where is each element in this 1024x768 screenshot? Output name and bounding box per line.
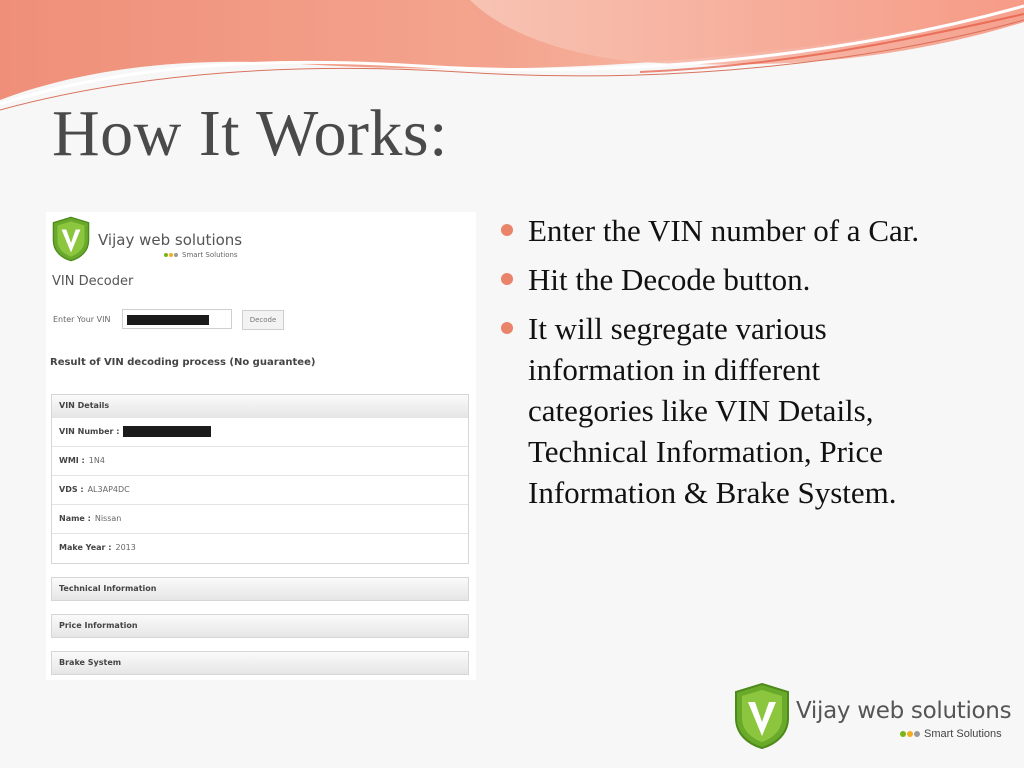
bullet-text: Enter the VIN number of a Car.: [528, 213, 920, 248]
vin-decoder-screenshot: [46, 212, 476, 680]
bullet-item: [500, 259, 940, 300]
v-shield-logo-icon: [732, 682, 792, 750]
detail-value: AL3AP4DC: [87, 485, 130, 494]
vds-row: [52, 475, 468, 504]
detail-label: VDS :: [59, 485, 84, 494]
vin-number-row: [52, 417, 468, 446]
decode-button[interactable]: Decode: [242, 310, 284, 330]
screenshot-logo: [50, 216, 250, 262]
screenshot-tagline-text: Smart Solutions: [182, 251, 238, 259]
tagline-dots-icon: [164, 251, 179, 259]
corner-tagline-text: Smart Solutions: [924, 728, 1002, 740]
detail-value: 1N4: [88, 456, 105, 465]
detail-label: Make Year :: [59, 543, 112, 552]
make-year-row: [52, 533, 468, 562]
wmi-row: [52, 446, 468, 475]
detail-value: Nissan: [94, 514, 122, 523]
detail-value: 2013: [115, 543, 136, 552]
corner-logo: [732, 680, 1017, 756]
redacted-vin: [127, 315, 209, 325]
vin-details-panel: [51, 394, 469, 564]
vin-details-header[interactable]: VIN Details: [52, 395, 468, 417]
screenshot-brand-name: Vijay web solutions: [98, 231, 243, 249]
detail-label: Name :: [59, 514, 91, 523]
brake-system-panel[interactable]: [51, 651, 469, 675]
decoder-page-title: VIN Decoder: [52, 274, 134, 289]
bullet-item: [500, 308, 940, 513]
result-heading: Result of VIN decoding process (No guarantee): [50, 357, 316, 368]
bullet-dot-icon: [501, 273, 513, 285]
corner-tagline: [900, 728, 1002, 740]
corner-brand-name: Vijay web solutions: [796, 698, 1012, 724]
technical-information-panel[interactable]: [51, 577, 469, 601]
bullet-item: [500, 210, 940, 251]
detail-label: VIN Number :: [59, 427, 120, 436]
tagline-dots-icon: [900, 728, 921, 740]
slide-title: How It Works:: [52, 97, 448, 170]
bullet-dot-icon: [501, 224, 513, 236]
vin-input-label: Enter Your VIN: [53, 315, 111, 324]
price-information-header[interactable]: Price Information: [52, 615, 468, 637]
v-shield-logo-icon: [50, 216, 92, 262]
bullet-list: [500, 210, 940, 521]
redacted-vin-number: [123, 426, 211, 437]
technical-information-header[interactable]: Technical Information: [52, 578, 468, 600]
bullet-text: It will segregate various information in different categories like VIN Details, Technical Information, Price Information & Brake System.: [528, 311, 897, 510]
price-information-panel[interactable]: [51, 614, 469, 638]
name-row: [52, 504, 468, 533]
brake-system-header[interactable]: Brake System: [52, 652, 468, 674]
vin-input[interactable]: [122, 309, 232, 329]
bullet-text: Hit the Decode button.: [528, 262, 811, 297]
screenshot-tagline: [164, 251, 238, 259]
bullet-dot-icon: [501, 322, 513, 334]
detail-label: WMI :: [59, 456, 85, 465]
